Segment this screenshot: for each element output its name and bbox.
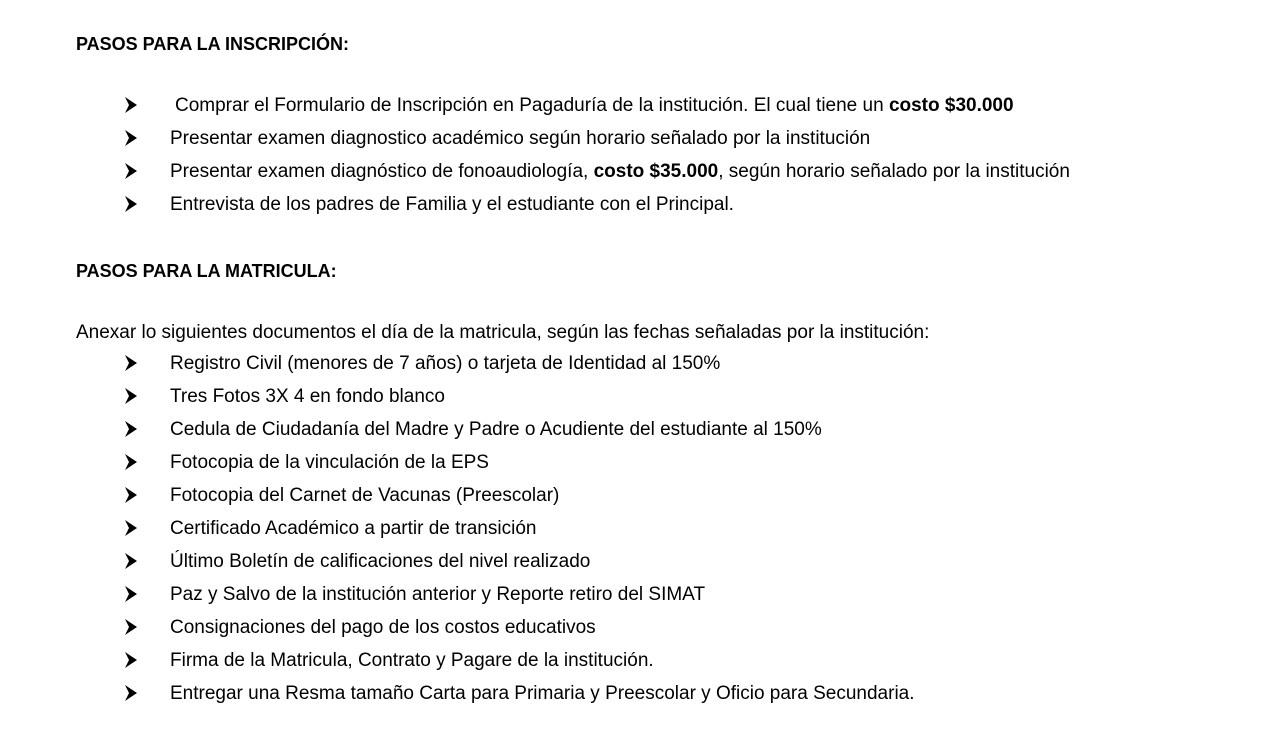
- cost-highlight: costo $30.000: [888, 95, 1014, 116]
- list-item-text: Presentar examen diagnostico académico según horario señalado por la institución: [170, 128, 871, 149]
- arrowhead-bullet-icon: [124, 96, 138, 114]
- arrowhead-bullet-icon: [124, 354, 138, 372]
- arrowhead-bullet-icon: [124, 552, 138, 570]
- heading-inscripcion: PASOS PARA LA INSCRIPCIÓN:: [76, 34, 350, 54]
- arrowhead-bullet-icon: [124, 519, 138, 537]
- list-item-text: Paz y Salvo de la institución anterior y Reporte retiro del SIMAT: [170, 584, 706, 605]
- arrowhead-bullet-icon: [124, 684, 138, 702]
- list-item-text: Certificado Académico a partir de transición: [170, 518, 537, 539]
- arrowhead-bullet-icon: [124, 420, 138, 438]
- arrowhead-bullet-icon: [124, 618, 138, 636]
- list-item-text: Firma de la Matricula, Contrato y Pagare de la institución.: [170, 650, 654, 671]
- arrowhead-bullet-icon: [124, 162, 138, 180]
- arrowhead-bullet-icon: [124, 486, 138, 504]
- list-item-text: Cedula de Ciudadanía del Madre y Padre o Acudiente del estudiante al 150%: [170, 419, 822, 440]
- arrowhead-bullet-icon: [124, 387, 138, 405]
- arrowhead-bullet-icon: [124, 651, 138, 669]
- list-item-text: Entrevista de los padres de Familia y el estudiante con el Principal.: [170, 194, 734, 215]
- list-item-text: Comprar el Formulario de Inscripción en Pagaduría de la institución. El cual tiene un costo $30.000: [175, 95, 1014, 116]
- matricula-intro: Anexar lo siguientes documentos el día de la matricula, según las fechas señaladas por la institución:: [76, 322, 930, 343]
- list-item-text: Entregar una Resma tamaño Carta para Primaria y Preescolar y Oficio para Secundaria.: [170, 683, 915, 704]
- list-item-text: Consignaciones del pago de los costos educativos: [170, 617, 596, 638]
- list-item-text: Último Boletín de calificaciones del nivel realizado: [170, 551, 591, 572]
- list-item-text: Tres Fotos 3X 4 en fondo blanco: [170, 386, 445, 407]
- list-item-text: Registro Civil (menores de 7 años) o tarjeta de Identidad al 150%: [170, 353, 721, 374]
- cost-highlight: costo $35.000: [593, 161, 719, 182]
- list-item-text: Fotocopia del Carnet de Vacunas (Preescolar): [170, 485, 560, 506]
- arrowhead-bullet-icon: [124, 129, 138, 147]
- arrowhead-bullet-icon: [124, 453, 138, 471]
- list-item-text: Presentar examen diagnóstico de fonoaudiología, costo $35.000, según horario señalado por la institución: [170, 161, 1070, 182]
- list-item-text: Fotocopia de la vinculación de la EPS: [170, 452, 489, 473]
- arrowhead-bullet-icon: [124, 585, 138, 603]
- heading-matricula: PASOS PARA LA MATRICULA:: [76, 261, 337, 281]
- arrowhead-bullet-icon: [124, 195, 138, 213]
